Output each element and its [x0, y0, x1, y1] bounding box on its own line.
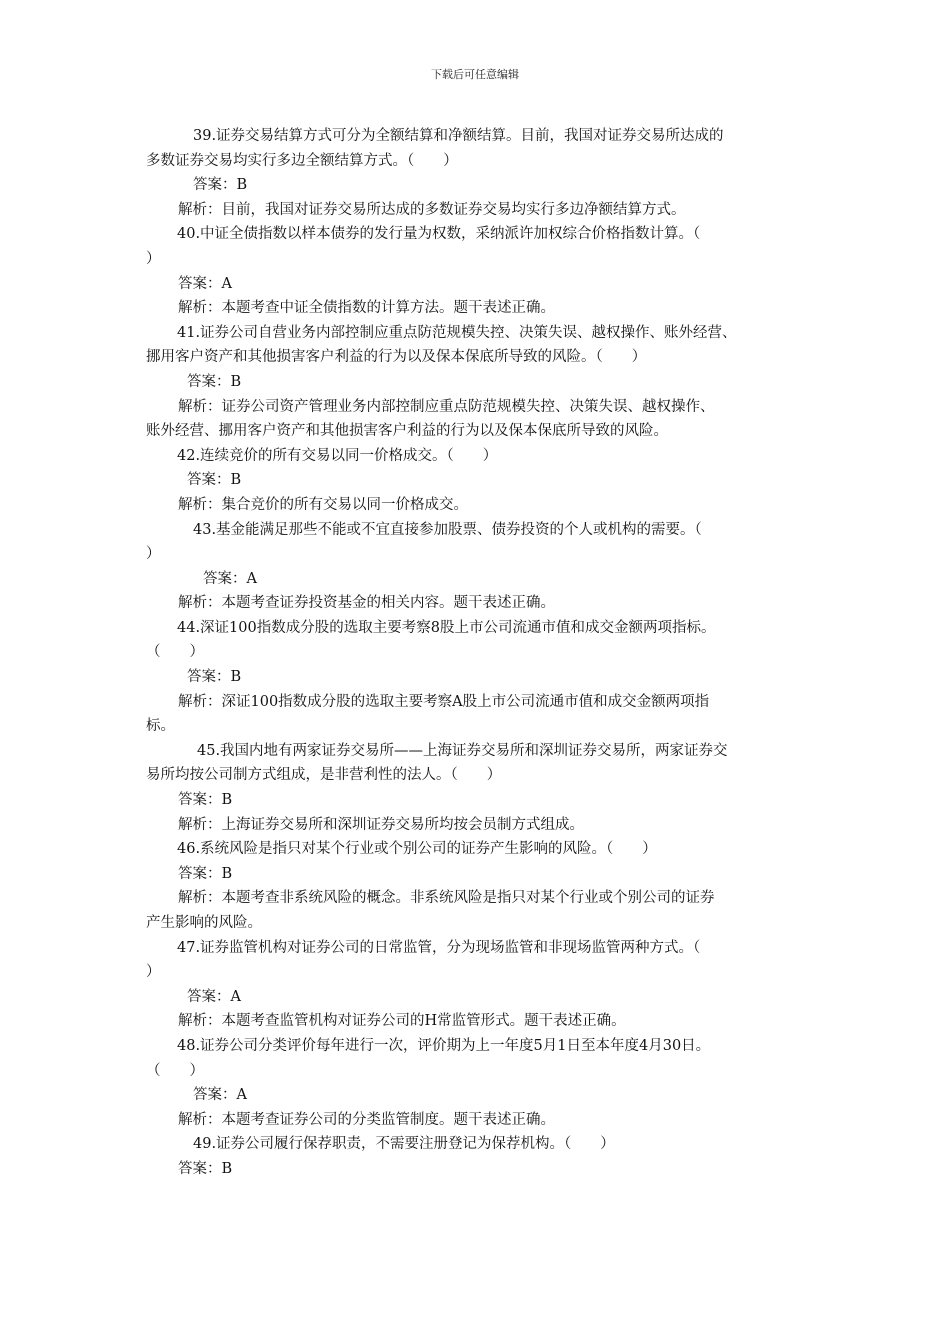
- text-line: 43.基金能满足那些不能或不宜直接参加股票、债券投资的个人或机构的需要。（: [193, 521, 702, 538]
- text-line: 答案：B: [187, 472, 242, 489]
- text-line: 答案：A: [203, 570, 257, 587]
- text-line: 47.证券监管机构对证券公司的日常监管，分为现场监管和非现场监管两种方式。（: [177, 939, 701, 956]
- text-line: 答案：B: [193, 177, 248, 194]
- text-line: 45.我国内地有两家证券交易所——上海证券交易所和深圳证券交易所，两家证券交: [197, 742, 728, 759]
- text-line: 答案：B: [187, 669, 242, 686]
- text-line: 答案：B: [178, 792, 233, 809]
- text-line: 解析：证券公司资产管理业务内部控制应重点防范规模失控、决策失误、越权操作、: [178, 398, 715, 415]
- text-line: 解析：集合竞价的所有交易以同一价格成交。: [178, 496, 468, 513]
- text-line: 解析：本题考查中证全债指数的计算方法。题干表述正确。: [178, 300, 555, 317]
- text-line: 解析：本题考查证券投资基金的相关内容。题干表述正确。: [178, 595, 555, 612]
- text-line: 答案：A: [193, 1087, 247, 1104]
- text-line: 44.深证100指数成分股的选取主要考察8股上市公司流通市值和成交金额两项指标。: [177, 619, 716, 636]
- text-line: （ ）: [146, 644, 204, 661]
- text-line: 答案：B: [178, 1160, 233, 1177]
- text-line: 多数证券交易均实行多边全额结算方式。（ ）: [146, 152, 458, 169]
- text-line: 挪用客户资产和其他损害客户利益的行为以及保本保底所导致的风险。（ ）: [146, 349, 647, 366]
- page-header: 下载后可任意编辑: [431, 68, 519, 81]
- text-line: 解析：本题考查监管机构对证券公司的H常监管形式。题干表述正确。: [178, 1013, 626, 1030]
- text-line: 易所均按公司制方式组成，是非营利性的法人。（ ）: [146, 767, 502, 784]
- text-line: 答案：B: [187, 373, 242, 390]
- text-line: 答案：A: [187, 988, 241, 1005]
- text-line: 49.证券公司履行保荐职责，不需要注册登记为保荐机构。（ ）: [193, 1136, 615, 1153]
- text-line: 42.连续竞价的所有交易以同一价格成交。（ ）: [177, 447, 498, 464]
- text-line: 账外经营、挪用客户资产和其他损害客户利益的行为以及保本保底所导致的风险。: [146, 423, 668, 440]
- text-line: 答案：B: [178, 865, 233, 882]
- text-line: 产生影响的风险。: [146, 915, 262, 931]
- text-line: 解析：本题考查非系统风险的概念。非系统风险是指只对某个行业或个别公司的证券: [178, 890, 715, 907]
- text-line: 解析：深证100指数成分股的选取主要考察A股上市公司流通市值和成交金额两项指: [178, 693, 710, 710]
- text-line: 40.中证全债指数以样本债券的发行量为权数，采纳派许加权综合价格指数计算。（: [177, 226, 701, 243]
- text-line: ）: [146, 546, 161, 563]
- text-line: ）: [146, 964, 161, 981]
- text-line: 48.证券公司分类评价每年进行一次，评价期为上一年度5月1日至本年度4月30日。: [177, 1037, 711, 1054]
- text-line: 46.系统风险是指只对某个行业或个别公司的证券产生影响的风险。（ ）: [177, 841, 657, 858]
- text-line: 解析：本题考查证券公司的分类监管制度。题干表述正确。: [178, 1111, 555, 1128]
- text-line: 解析：目前，我国对证券交易所达成的多数证券交易均实行多边净额结算方式。: [178, 201, 686, 218]
- text-line: 39.证券交易结算方式可分为全额结算和净额结算。目前，我国对证券交易所达成的: [193, 128, 724, 144]
- text-line: ）: [146, 250, 161, 267]
- text-line: 答案：A: [178, 275, 232, 292]
- text-line: 标。: [146, 718, 175, 735]
- text-line: （ ）: [146, 1062, 204, 1079]
- text-line: 解析：上海证券交易所和深圳证券交易所均按会员制方式组成。: [178, 816, 584, 833]
- text-line: 41.证券公司自营业务内部控制应重点防范规模失控、决策失误、越权操作、账外经营、: [177, 324, 737, 341]
- document-body: [146, 124, 820, 1182]
